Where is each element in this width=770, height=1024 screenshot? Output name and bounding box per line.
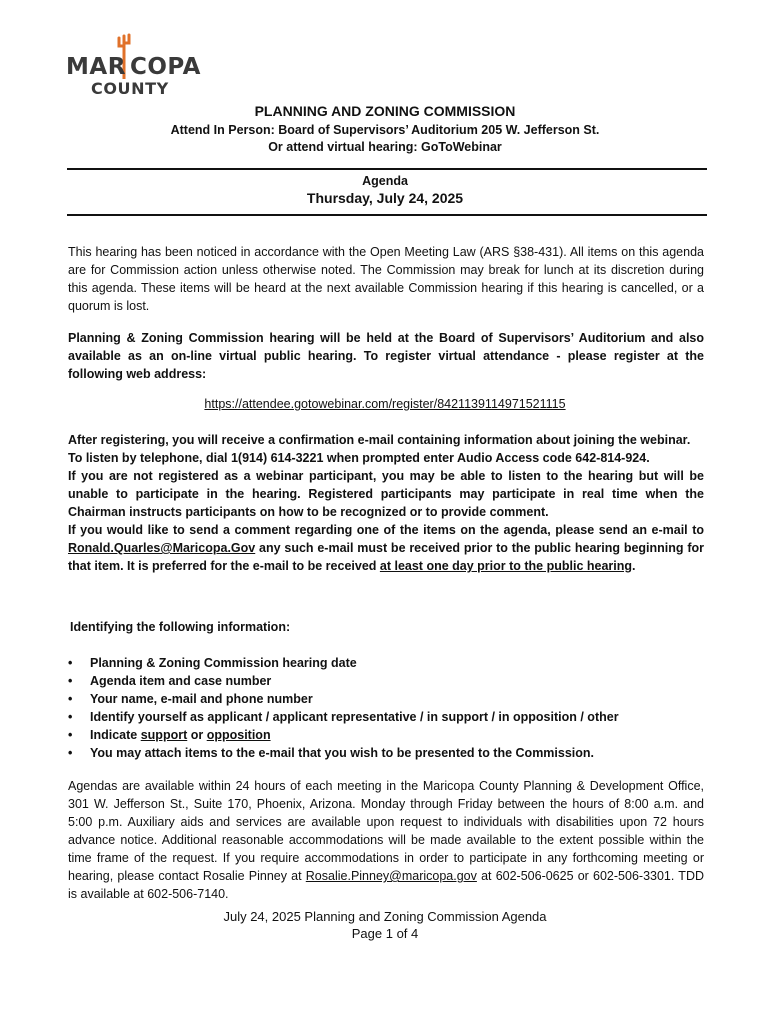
accommodations-end: at 602-506-0625 or 602-506-3301. TDD is available at 602-506-7140. (68, 869, 704, 901)
comment-email-link[interactable]: Ronald.Quarles@Maricopa.Gov (68, 541, 256, 555)
bullet-icon: • (68, 710, 73, 724)
logo-wordmark (66, 54, 208, 80)
bullet-icon: • (68, 674, 73, 688)
not-registered-text: If you are not registered as a webinar participant, you may be able to listen to the hearing but will be unable to participate in the hearing. Registered participants may participate in real time when the Chairman instructs participants on how to be recognized or to provide comment. (68, 469, 704, 519)
attend-in-person: Attend In Person: Board of Supervisors’ Auditorium 205 W. Jefferson St. (170, 123, 600, 137)
logo-text-mar: MAR (66, 54, 126, 80)
list-item-text: Identify yourself as applicant / applicant representative / in support / in opposition / other (90, 710, 619, 724)
list-item (68, 690, 708, 708)
list-item-text: Your name, e-mail and phone number (90, 692, 313, 706)
page-number: Page 1 of 4 (351, 926, 419, 941)
hearing-location-notice: Planning & Zoning Commission hearing will be held at the Board of Supervisors’ Auditorium and also available as an on-line virtual public hearing. To register virtual attendance - please register at the following web address: (68, 331, 704, 381)
indicate-mid: or (187, 728, 207, 742)
comment-emphasis: at least one day prior to the public hearing (379, 559, 633, 573)
hearing-date: Thursday, July 24, 2025 (306, 190, 464, 206)
after-registering-text: After registering, you will receive a confirmation e-mail containing information about joining the webinar. (68, 433, 691, 447)
open-meeting-notice: This hearing has been noticed in accordance with the Open Meeting Law (ARS §38-431). All items on this agenda are for Commission action unless otherwise noted. The Commission may break for lunch at its discretion during this agenda. These items will be heard at the next available Commission hearing if this hearing is cancelled, or a quorum is lost. (68, 245, 704, 313)
bullet-icon: • (68, 746, 73, 760)
list-item (68, 726, 708, 744)
support-text: support (140, 728, 188, 742)
register-link[interactable]: https://attendee.gotowebinar.com/register/8421139114971521115 (204, 397, 566, 411)
bullet-icon: • (68, 692, 73, 706)
logo-text-copa: COPA (130, 54, 201, 80)
logo-text-county: COUNTY (91, 79, 169, 98)
identify-heading: Identifying the following information: (70, 620, 291, 634)
list-item (68, 672, 708, 690)
agenda-label: Agenda (362, 174, 408, 188)
list-item-text: Planning & Zoning Commission hearing date (90, 656, 357, 670)
telephone-text: To listen by telephone, dial 1(914) 614-3221 when prompted enter Audio Access code 642-814-924. (68, 451, 650, 465)
divider-bottom (67, 214, 707, 216)
divider-top (67, 168, 707, 170)
indicate-pre: Indicate (90, 728, 141, 742)
footer-title: July 24, 2025 Planning and Zoning Commission Agenda (223, 909, 547, 924)
comment-mid: any such e-mail must be received prior to the public hearing beginning for that item. It is preferred for the e-mail to be received (68, 541, 704, 573)
page-title: PLANNING AND ZONING COMMISSION (254, 103, 516, 119)
list-item (68, 744, 708, 762)
list-item-text: Agenda item and case number (90, 674, 272, 688)
list-item (68, 708, 708, 726)
bullet-icon: • (68, 656, 73, 670)
comment-intro: If you would like to send a comment regarding one of the items on the agenda, please send an e-mail to (68, 523, 704, 537)
accommodations-text: Agendas are available within 24 hours of each meeting in the Maricopa County Planning & Development Office, 301 W. Jefferson St., Suite 170, Phoenix, Arizona. Monday through Friday between the hours of 8:00 a.m. and 5:00 p.m. Auxiliary aids and services are available upon request to individuals with disabilities upon 72 hours advance notice. Additional reasonable accommodations will be made available to the extent possible within the time frame of the request. If you require accommodations in order to participate in any forthcoming meeting or hearing, please contact Rosalie Pinney at (68, 779, 704, 883)
identify-list (68, 654, 708, 762)
attend-virtual: Or attend virtual hearing: GoToWebinar (268, 140, 502, 154)
comment-end: . (632, 559, 636, 573)
opposition-text: opposition (206, 728, 271, 742)
register-link-line (0, 397, 770, 411)
comment-text (68, 521, 704, 575)
accommodations-email-link[interactable]: Rosalie.Pinney@maricopa.gov (305, 869, 477, 883)
list-item (68, 654, 708, 672)
participation-instructions (68, 431, 704, 575)
accommodations-notice (68, 777, 704, 903)
list-item-text: You may attach items to the e-mail that you wish to be presented to the Commission. (90, 746, 595, 760)
bullet-icon: • (68, 728, 73, 742)
maricopa-county-logo (66, 32, 208, 98)
